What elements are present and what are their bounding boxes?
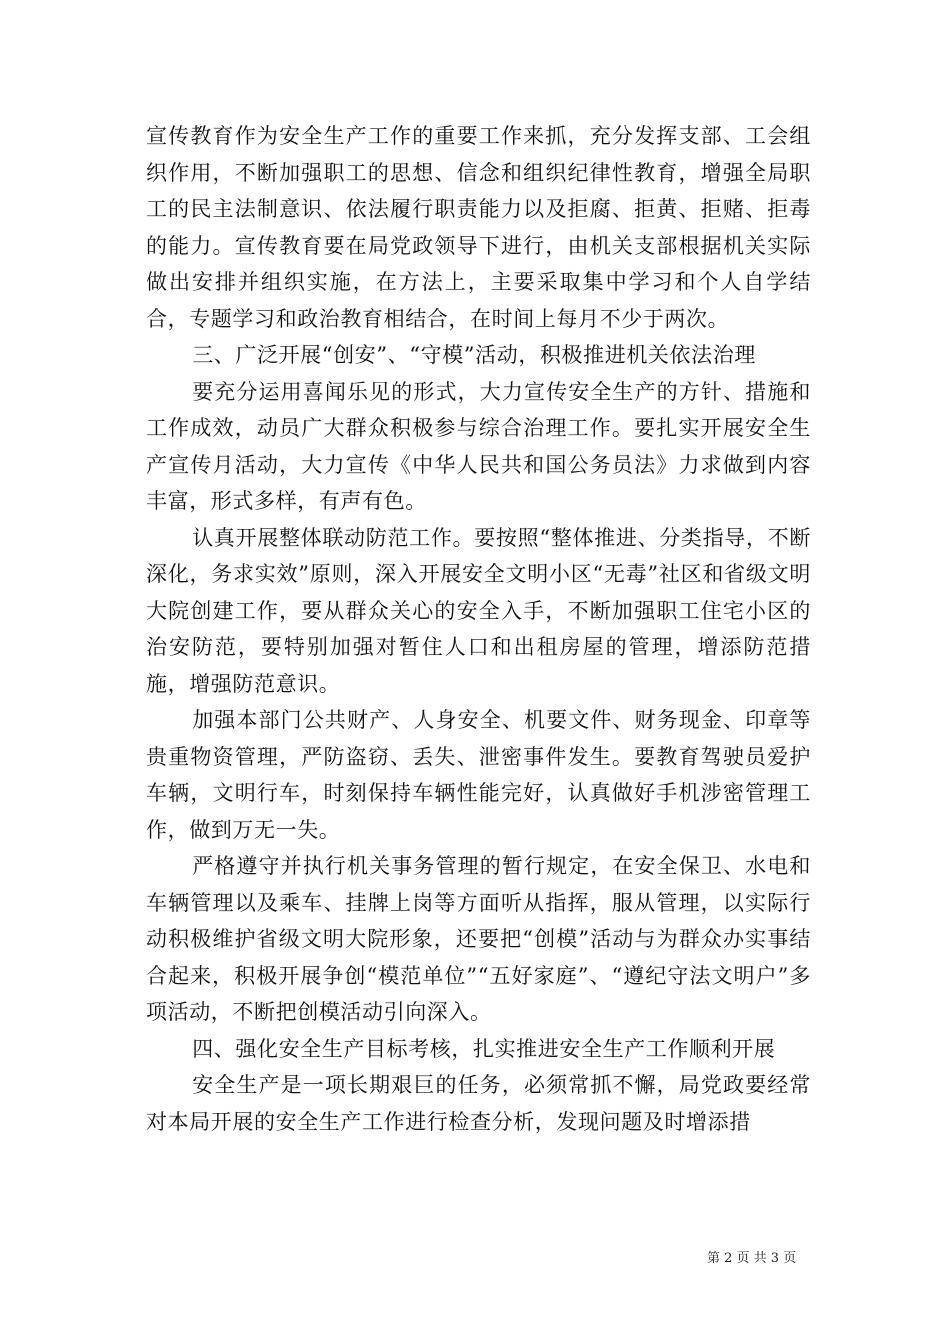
- document-body: [146, 118, 811, 1140]
- paragraph-regulations: 严格遵守并执行机关事务管理的暂行规定，在安全保卫、水电和车辆管理以及乘车、挂牌上岗等方面听从指挥，服从管理，以实际行动积极维护省级文明大院形象，还要把“创模”活动与为群众办实事结合起来，积极开展争创“模范单位”“五好家庭”、“遵纪守法文明户”多项活动，不断把创模活动引向深入。: [146, 854, 811, 1024]
- paragraph-publicity: 要充分运用喜闻乐见的形式，大力宣传安全生产的方针、措施和工作成效，动员广大群众积极参与综合治理工作。要扎实开展安全生产宣传月活动，大力宣传《中华人民共和国公务员法》力求做到内容丰富，形式多样，有声有色。: [146, 379, 811, 513]
- section-heading-4: 四、强化安全生产目标考核，扎实推进安全生产工作顺利开展: [192, 1036, 776, 1061]
- paragraph-long-term-task: 安全生产是一项长期艰巨的任务，必须常抓不懈，局党政要经常对本局开展的安全生产工作进行检查分析，发现问题及时增添措: [146, 1073, 811, 1134]
- page-number-footer: 第 2 页 共 3 页: [707, 1251, 797, 1266]
- paragraph-intro-continued: 宣传教育作为安全生产工作的重要工作来抓，充分发挥支部、工会组织作用，不断加强职工的思想、信念和组织纪律性教育，增强全局职工的民主法制意识、依法履行职责能力以及拒腐、拒黄、拒赌、拒毒的能力。宣传教育要在局党政领导下进行，由机关支部根据机关实际做出安排并组织实施，在方法上，主要采取集中学习和个人自学结合，专题学习和政治教育相结合，在时间上每月不少于两次。: [146, 124, 811, 331]
- paragraph-property-management: 加强本部门公共财产、人身安全、机要文件、财务现金、印章等贵重物资管理，严防盗窃、丢失、泄密事件发生。要教育驾驶员爱护车辆，文明行车，时刻保持车辆性能完好，认真做好手机涉密管理工作，做到万无一失。: [146, 708, 811, 842]
- section-heading-3: 三、广泛开展“创安”、“守模”活动，积极推进机关依法治理: [192, 343, 756, 367]
- paragraph-joint-prevention: 认真开展整体联动防范工作。要按照“整体推进、分类指导，不断深化，务求实效”原则，深入开展安全文明小区“无毒”社区和省级文明大院创建工作，要从群众关心的安全入手，不断加强职工住宅小区的治安防范，要特别加强对暂住人口和出租房屋的管理，增添防范措施，增强防范意识。: [146, 525, 811, 696]
